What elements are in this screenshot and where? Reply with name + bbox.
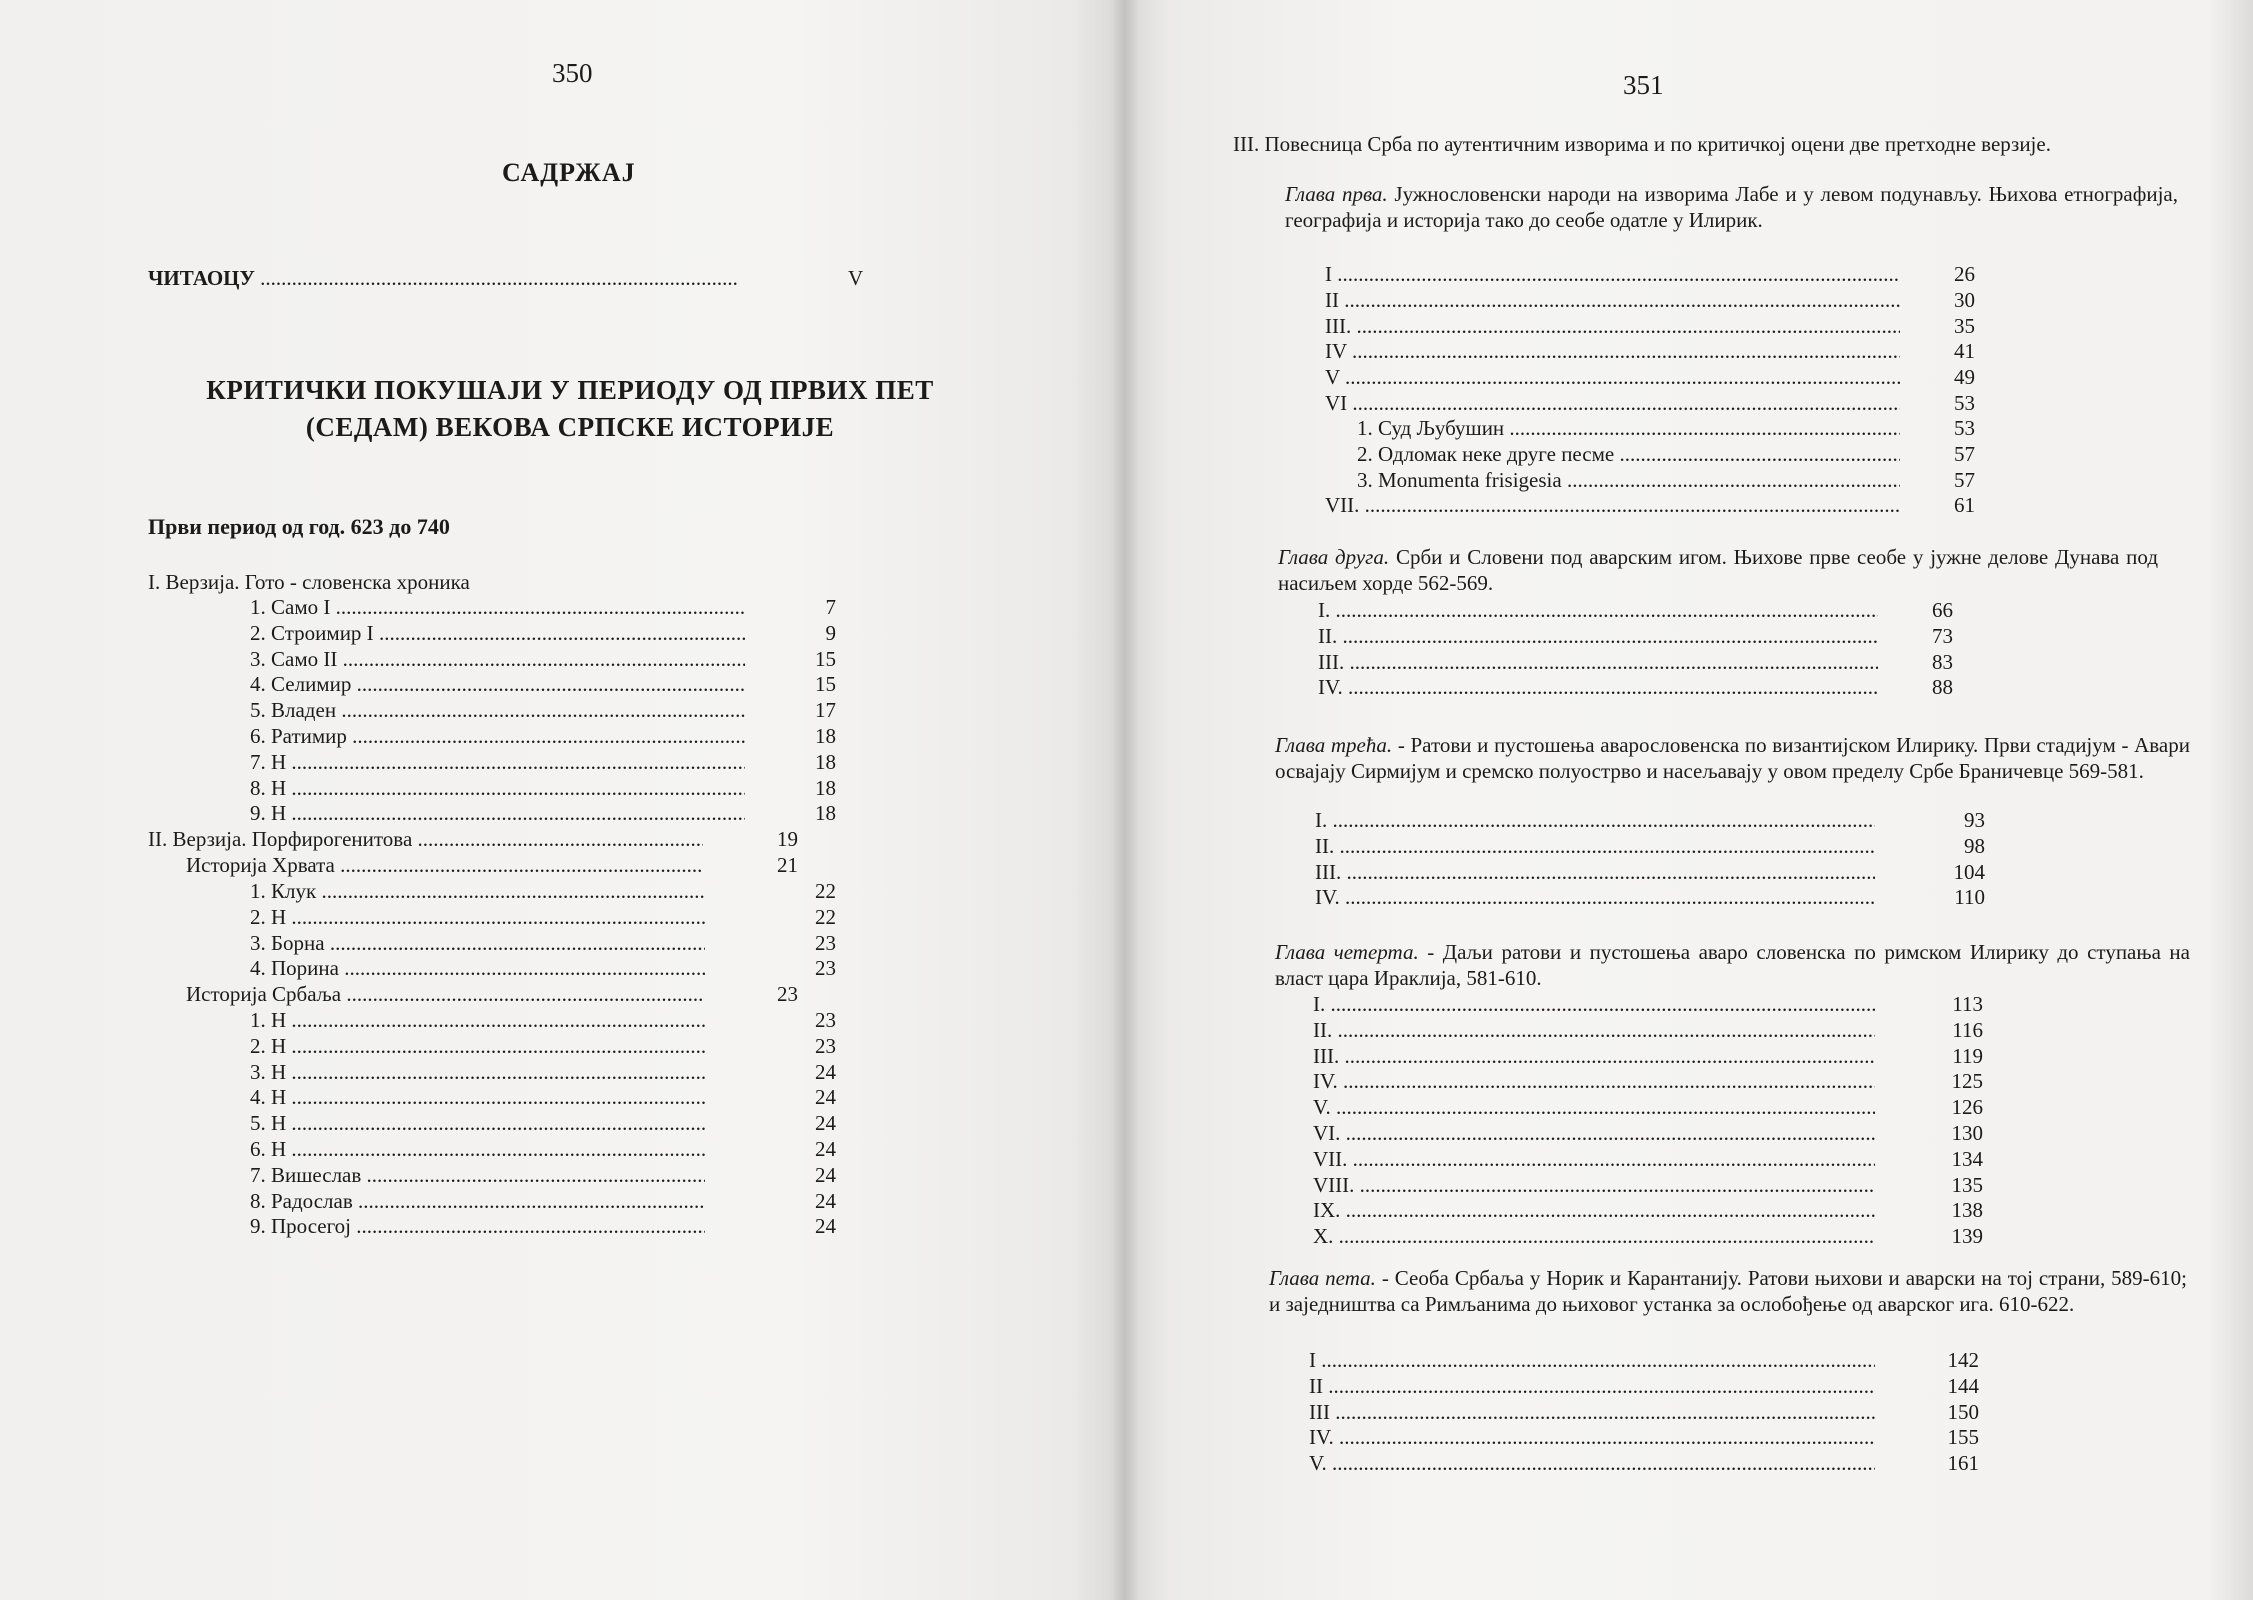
toc-row xyxy=(1315,860,1985,886)
toc-entry-page: 23 xyxy=(815,956,836,981)
chapter4-title: Глава четерта. xyxy=(1275,940,1419,964)
toc-row xyxy=(250,1033,836,1060)
toc-entry-page: 150 xyxy=(1947,1399,1979,1424)
toc-entry-page: 93 xyxy=(1964,808,1985,832)
toc-entry-page: 23 xyxy=(815,930,836,955)
toc-entry-label: 7. Н xyxy=(250,749,287,774)
contents-title: САДРЖАЈ xyxy=(502,158,636,187)
toc-entry-label: IV. xyxy=(1318,675,1343,700)
chapter1-text: Јужнословенски народи на изворима Лабе и у левом подунављу. Њихова етнографија, географија и историја тако до сеобе одатле у Илирик. xyxy=(1285,182,2179,232)
toc-entry-label: 1. Само I xyxy=(250,595,331,619)
chapter3-text: - Ратови и пустошења аварословенска по византијском Илирику. Први стадијум - Авари освајају Сирмијум и сремско полуострво и насељавају у овом пределу Србе Браничевце 569-581. xyxy=(1275,733,2190,783)
toc-entry-label: II. xyxy=(1313,1017,1333,1042)
leader-dots xyxy=(291,1111,705,1135)
toc-entry-label: 3. Борна xyxy=(250,930,325,955)
toc-entry-label: 2. Одломак неке друге песме xyxy=(1357,441,1615,466)
leader-dots xyxy=(1344,1044,1875,1068)
leader-dots xyxy=(1509,416,1900,440)
toc-entry-label: X. xyxy=(1313,1224,1334,1249)
right-page xyxy=(1125,0,2253,1600)
toc-row xyxy=(1315,885,1985,911)
toc-entry-label: V. xyxy=(1309,1451,1327,1476)
toc-row xyxy=(250,646,836,673)
toc-entry-page: 73 xyxy=(1932,623,1953,648)
toc-entry-page: 116 xyxy=(1952,1017,1983,1042)
chapter5-title: Глава пета. xyxy=(1269,1266,1376,1290)
leader-dots xyxy=(1338,1018,1876,1042)
toc-row xyxy=(1313,992,1985,1018)
chapter3-list xyxy=(1315,808,1985,911)
toc-entry-label: I xyxy=(1325,262,1332,286)
book-gutter xyxy=(1110,0,1140,1600)
leader-dots xyxy=(1356,314,1900,338)
toc-row xyxy=(250,1085,836,1111)
toc-entry-page: 15 xyxy=(815,672,836,697)
leader-dots xyxy=(1333,808,1876,832)
toc-row xyxy=(1357,442,2005,468)
toc-entry-label: 6. Ратимир xyxy=(250,723,347,748)
toc-entry-page: 24 xyxy=(815,1162,836,1187)
toc-entry-label: 3. Само II xyxy=(250,646,338,671)
toc-entry-page: 7 xyxy=(825,595,836,619)
leader-dots xyxy=(1352,391,1900,415)
toc-row xyxy=(1313,1069,1985,1095)
leader-dots xyxy=(1344,288,1900,312)
toc-entry-page: 113 xyxy=(1952,992,1983,1016)
toc-row xyxy=(1313,1044,1985,1070)
toc-row xyxy=(250,698,836,724)
leader-dots xyxy=(1345,365,1900,389)
toc-entry-label: I. xyxy=(1318,598,1331,622)
chapter2-title: Глава друга. xyxy=(1278,545,1390,569)
toc-entry-page: 24 xyxy=(815,1059,836,1084)
chapter2-text: Срби и Словени под аварским игом. Њихове прве сеобе у јужне делове Дунава под насиљем хорде 562-569. xyxy=(1278,545,2159,595)
leader-dots xyxy=(1567,468,1900,492)
leader-dots xyxy=(291,801,745,825)
main-heading-line-2: (СЕДАМ) ВЕКОВА СРПСКЕ ИСТОРИЈЕ xyxy=(305,412,835,442)
toc-entry-label: I. xyxy=(1313,992,1326,1016)
toc-entry-page: 18 xyxy=(815,775,836,800)
chapter4-heading xyxy=(1275,940,2190,991)
toc-entry-label: 4. Н xyxy=(250,1085,287,1110)
leader-dots xyxy=(352,724,745,748)
toc-entry-label: 7. Вишеслав xyxy=(250,1162,362,1187)
leader-dots xyxy=(1343,1069,1875,1093)
toc-entry-label: III xyxy=(1309,1399,1330,1424)
version1-list xyxy=(250,595,836,827)
leader-dots xyxy=(321,879,705,903)
toc-entry-label: V xyxy=(1325,365,1340,390)
toc-entry-page: 138 xyxy=(1951,1198,1983,1223)
leader-dots xyxy=(1619,442,1900,466)
toc-entry-label: 1. Суд Љубушин xyxy=(1357,416,1505,440)
toc-entry-page: 24 xyxy=(815,1111,836,1136)
leader-dots xyxy=(1339,1224,1875,1248)
chapter2-list xyxy=(1318,598,1978,701)
toc-entry-page: 125 xyxy=(1951,1069,1983,1094)
toc-entry-label: 8. Н xyxy=(250,775,287,800)
serbs-list xyxy=(250,1008,836,1240)
toc-entry-page: 24 xyxy=(815,1085,836,1110)
toc-entry-page: 135 xyxy=(1951,1172,1983,1197)
toc-entry-page: 142 xyxy=(1947,1348,1979,1372)
toc-row xyxy=(250,956,836,982)
serbs-page: 23 xyxy=(777,982,798,1006)
toc-entry-label: 8. Радослав xyxy=(250,1188,353,1213)
chapter1-last-page: 61 xyxy=(1954,493,1975,517)
toc-row xyxy=(1325,365,2005,391)
leader-dots xyxy=(343,647,745,671)
chapter2-heading xyxy=(1278,545,2158,596)
leader-dots xyxy=(291,776,745,800)
toc-entry-label: 3. Monumenta frisigesia xyxy=(1357,467,1562,492)
toc-entry-page: 155 xyxy=(1947,1425,1979,1450)
toc-entry-label: 1. Клук xyxy=(250,879,317,903)
leader-dots xyxy=(291,1137,705,1161)
leader-dots xyxy=(1336,1095,1875,1119)
toc-entry-label: III. xyxy=(1318,649,1345,674)
toc-row xyxy=(1325,262,2005,288)
toc-entry-page: 144 xyxy=(1947,1373,1979,1398)
toc-entry-page: 30 xyxy=(1954,287,1975,312)
leader-dots xyxy=(1337,262,1900,286)
leader-dots xyxy=(1340,834,1876,858)
toc-row xyxy=(1315,834,1985,860)
toc-row xyxy=(250,1008,836,1034)
toc-row xyxy=(1313,1224,1985,1250)
leader-dots xyxy=(291,1060,705,1084)
version2-page: 19 xyxy=(777,827,798,851)
toc-entry-page: 9 xyxy=(825,620,836,645)
toc-row xyxy=(1325,391,2005,417)
toc-entry-label: 2. Строимир I xyxy=(250,620,374,645)
leader-dots xyxy=(1352,339,1900,363)
toc-row xyxy=(250,801,836,827)
toc-row xyxy=(250,1111,836,1137)
toc-entry-page: 83 xyxy=(1932,649,1953,674)
toc-entry-page: 104 xyxy=(1953,859,1985,884)
toc-row xyxy=(1309,1425,1985,1451)
toc-entry-label: 9. Просегој xyxy=(250,1214,352,1239)
croats-list xyxy=(250,879,836,982)
toc-row xyxy=(250,620,836,647)
toc-row xyxy=(1309,1374,1985,1400)
croats-page: 21 xyxy=(777,853,798,877)
reader-entry-page: V xyxy=(848,266,864,290)
leader-dots xyxy=(341,698,745,722)
leader-dots xyxy=(291,905,705,929)
toc-entry-page: 98 xyxy=(1964,833,1985,858)
left-page xyxy=(0,0,1125,1600)
toc-row xyxy=(1313,1121,1985,1147)
chapter5-list xyxy=(1309,1348,1985,1477)
toc-entry-page: 161 xyxy=(1947,1451,1979,1476)
toc-row xyxy=(250,930,836,957)
toc-row xyxy=(1309,1400,1985,1426)
toc-row xyxy=(250,775,836,802)
leader-dots xyxy=(344,956,705,980)
toc-entry-label: VII. xyxy=(1313,1146,1348,1171)
toc-row xyxy=(250,1059,836,1086)
toc-row xyxy=(1325,339,2005,365)
toc-row xyxy=(1313,1173,1985,1199)
toc-entry-page: 22 xyxy=(815,904,836,929)
toc-entry-label: I. xyxy=(1315,808,1328,832)
chapter5-text: - Сеоба Србаља у Норик и Карантанију. Ратови њихови и аварски на тој страни, 589-610; и заједништва са Римљанима до њиховог устанка за ослобођење од аварског ига. 610-622. xyxy=(1269,1266,2187,1316)
chapter1-last-row xyxy=(1325,493,2005,519)
chapter1-list xyxy=(1325,262,2005,417)
leader-dots xyxy=(1348,675,1878,699)
toc-entry-label: 2. Н xyxy=(250,904,287,929)
croats-label: Историја Хрвата xyxy=(186,853,335,877)
toc-entry-page: 41 xyxy=(1954,339,1975,364)
serbs-label: Историја Србаља xyxy=(186,982,342,1006)
chapter4-text: - Даљи ратови и пустошења аваро словенска по римском Илирику до ступања на власт цара Ираклија, 581-610. xyxy=(1275,940,2190,990)
chapter1-sub-list xyxy=(1357,416,2005,493)
leader-dots xyxy=(1335,1400,1875,1424)
toc-entry-label: 6. Н xyxy=(250,1136,287,1161)
toc-entry-page: 22 xyxy=(815,879,836,903)
toc-entry-page: 126 xyxy=(1951,1095,1983,1120)
toc-row xyxy=(1318,650,1978,676)
toc-entry-page: 26 xyxy=(1954,262,1975,286)
period-heading: Први период од год. 623 до 740 xyxy=(148,514,450,539)
toc-entry-label: II. xyxy=(1318,623,1338,648)
chapter3-heading xyxy=(1275,733,2190,784)
toc-row xyxy=(1313,1147,1985,1173)
leader-dots xyxy=(1321,1348,1875,1372)
reader-entry xyxy=(148,266,864,292)
toc-row xyxy=(250,749,836,776)
toc-row xyxy=(1318,675,1978,701)
toc-entry-page: 24 xyxy=(815,1136,836,1161)
toc-entry-page: 139 xyxy=(1951,1224,1983,1249)
toc-row xyxy=(250,1136,836,1163)
toc-row xyxy=(1318,598,1978,624)
toc-entry-page: 130 xyxy=(1951,1120,1983,1145)
toc-row xyxy=(250,879,836,905)
toc-entry-label: VIII. xyxy=(1313,1172,1355,1197)
toc-entry-page: 53 xyxy=(1954,390,1975,415)
toc-entry-label: 4. Селимир xyxy=(250,672,352,697)
main-heading xyxy=(140,372,1000,446)
toc-row xyxy=(250,1214,836,1240)
toc-row xyxy=(250,595,836,621)
leader-dots xyxy=(357,672,745,696)
leader-dots xyxy=(367,1163,705,1187)
leader-dots xyxy=(1336,598,1879,622)
toc-entry-page: 88 xyxy=(1932,675,1953,700)
toc-row xyxy=(1357,468,2005,494)
toc-entry-label: V. xyxy=(1313,1095,1331,1120)
leader-dots xyxy=(291,1008,705,1032)
toc-entry-page: 18 xyxy=(815,749,836,774)
leader-dots xyxy=(1339,1425,1875,1449)
toc-row xyxy=(1318,624,1978,650)
toc-entry-label: II xyxy=(1325,287,1339,312)
leader-dots xyxy=(1360,1173,1875,1197)
reader-entry-label: ЧИТАОЦУ xyxy=(148,266,255,290)
toc-entry-page: 18 xyxy=(815,801,836,826)
toc-entry-label: IV. xyxy=(1315,885,1340,910)
toc-entry-label: 2. Н xyxy=(250,1033,287,1058)
toc-entry-label: 4. Порина xyxy=(250,956,339,981)
toc-entry-page: 23 xyxy=(815,1033,836,1058)
toc-entry-page: 23 xyxy=(815,1008,836,1032)
toc-entry-page: 134 xyxy=(1951,1146,1983,1171)
toc-entry-label: 1. Н xyxy=(250,1008,287,1032)
toc-row xyxy=(1313,1018,1985,1044)
toc-entry-label: IX. xyxy=(1313,1198,1341,1223)
toc-row xyxy=(1309,1451,1985,1477)
toc-entry-label: 5. Владен xyxy=(250,698,337,723)
left-page-number: 350 xyxy=(552,58,593,88)
toc-entry-page: 24 xyxy=(815,1214,836,1239)
leader-dots xyxy=(1332,1451,1875,1475)
main-heading-line-1: КРИТИЧКИ ПОКУШАЈИ У ПЕРИОДУ ОД ПРВИХ ПЕТ xyxy=(206,375,934,405)
toc-entry-page: 53 xyxy=(1954,416,1975,440)
leader-dots xyxy=(1328,1374,1875,1398)
chapter1-heading xyxy=(1285,182,2178,233)
toc-row xyxy=(250,723,836,750)
toc-entry-page: 17 xyxy=(815,698,836,723)
toc-entry-page: 49 xyxy=(1954,365,1975,390)
toc-entry-label: IV. xyxy=(1313,1069,1338,1094)
toc-entry-page: 18 xyxy=(815,723,836,748)
toc-entry-page: 15 xyxy=(815,646,836,671)
toc-entry-page: 110 xyxy=(1954,885,1985,910)
toc-entry-label: II xyxy=(1309,1373,1323,1398)
toc-entry-label: III. xyxy=(1315,859,1342,884)
version2-row xyxy=(148,827,808,853)
toc-entry-label: I xyxy=(1309,1348,1316,1372)
leader-dots xyxy=(1345,885,1875,909)
toc-row xyxy=(1313,1095,1985,1121)
toc-entry-label: III. xyxy=(1313,1043,1340,1068)
toc-entry-label: 5. Н xyxy=(250,1111,287,1136)
leader-dots xyxy=(291,750,745,774)
leader-dots xyxy=(1349,650,1878,674)
toc-row xyxy=(250,904,836,931)
version3-text: III. Повесница Срба по аутентичним изворима и по критичкој оцени две претходне верзије. xyxy=(1233,132,2051,156)
toc-entry-label: 3. Н xyxy=(250,1059,287,1084)
leader-dots xyxy=(1343,624,1879,648)
toc-row xyxy=(1325,314,2005,340)
chapter5-heading xyxy=(1269,1266,2187,1317)
toc-row xyxy=(1325,288,2005,314)
chapter1-last-label: VII. xyxy=(1325,493,1360,517)
leader-dots xyxy=(291,1034,705,1058)
chapter3-title: Глава трећа. xyxy=(1275,733,1393,757)
leader-dots xyxy=(336,595,745,619)
toc-entry-page: 57 xyxy=(1954,467,1975,492)
leader-dots xyxy=(291,1085,705,1109)
toc-row xyxy=(1313,1198,1985,1224)
toc-entry-page: 57 xyxy=(1954,441,1975,466)
leader-dots xyxy=(379,621,745,645)
toc-entry-label: IV xyxy=(1325,339,1347,364)
toc-row xyxy=(250,672,836,698)
version1-title: I. Верзија. Гото - словенска хроника xyxy=(148,570,470,594)
toc-entry-label: III. xyxy=(1325,313,1352,338)
toc-entry-page: 119 xyxy=(1952,1043,1983,1068)
leader-dots xyxy=(1331,992,1876,1016)
toc-entry-label: 9. Н xyxy=(250,801,287,826)
toc-row xyxy=(1309,1348,1985,1374)
leader-dots xyxy=(330,931,705,955)
toc-entry-page: 24 xyxy=(815,1188,836,1213)
leader-dots xyxy=(1346,860,1875,884)
croats-row xyxy=(186,853,808,879)
leader-dots xyxy=(358,1189,705,1213)
toc-entry-label: IV. xyxy=(1309,1425,1334,1450)
right-page-number: 351 xyxy=(1623,70,1664,100)
toc-entry-label: VI xyxy=(1325,390,1348,415)
toc-row xyxy=(1357,416,2005,442)
leader-dots xyxy=(1346,1198,1875,1222)
toc-row xyxy=(250,1162,836,1189)
toc-entry-page: 35 xyxy=(1954,313,1975,338)
toc-entry-label: II. xyxy=(1315,833,1335,858)
leader-dots xyxy=(1353,1147,1875,1171)
chapter1-title: Глава прва. xyxy=(1285,182,1388,206)
toc-entry-label: VI. xyxy=(1313,1120,1341,1145)
chapter4-list xyxy=(1313,992,1985,1250)
toc-row xyxy=(250,1188,836,1215)
leader-dots xyxy=(1346,1121,1875,1145)
toc-row xyxy=(1315,808,1985,834)
version2-label: II. Верзија. Порфирогенитова xyxy=(148,827,413,851)
leader-dots xyxy=(356,1214,705,1238)
toc-entry-page: 66 xyxy=(1932,598,1953,622)
serbs-row xyxy=(186,982,808,1008)
